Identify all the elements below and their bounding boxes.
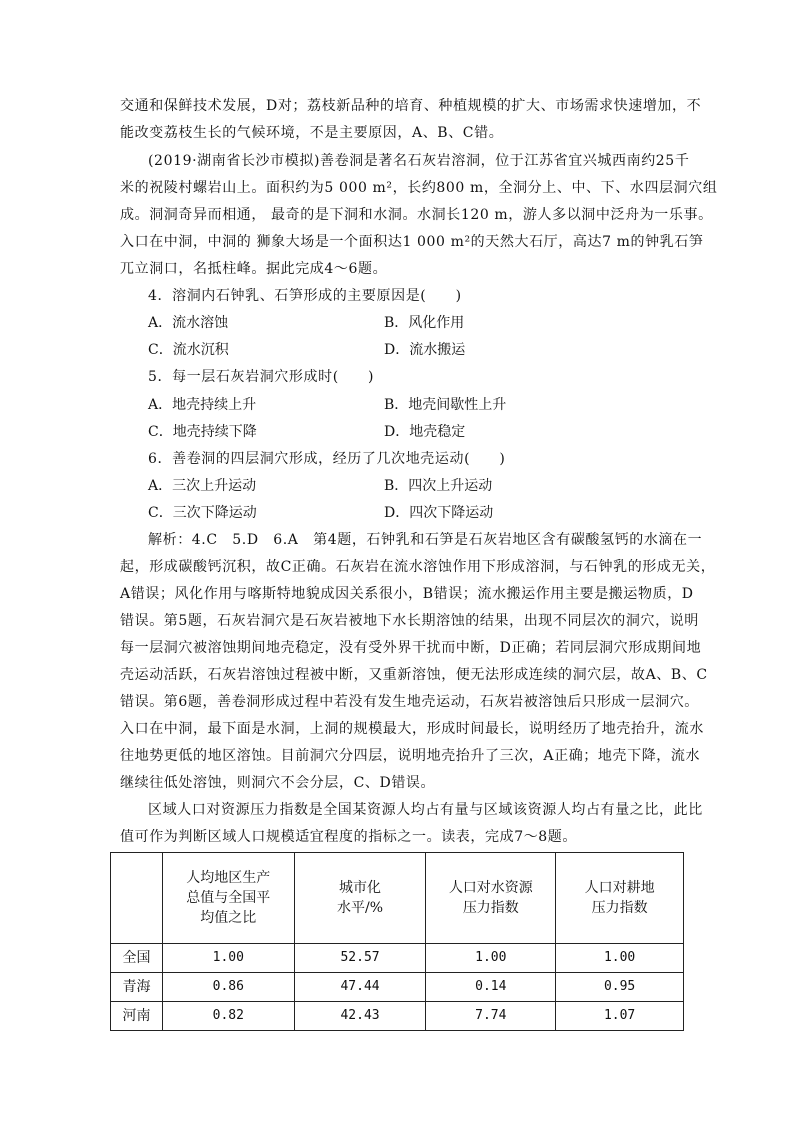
table-cell: 7.74 [426,1002,556,1031]
table-cell: 1.00 [556,944,684,973]
table-header-cell: 城市化 水平/% [294,853,426,944]
table-cell: 47.44 [294,973,426,1002]
table-cell: 42.43 [294,1002,426,1031]
analysis-line: 错误。第5题，石灰岩洞穴是石灰岩被地下水长期溶蚀的结果，出现不同层次的洞穴，说明 [120,613,699,629]
region-cell: 青海 [111,973,163,1002]
option-b: B．四次上升运动 [384,478,493,494]
paragraph-line: 区域人口对资源压力指数是全国某资源人均占有量与区域该资源人均占有量之比，此比 [148,802,703,818]
paragraph-line: 能改变荔枝生长的气候环境，不是主要原因，A、B、C错。 [120,125,504,141]
analysis-line: A错误；风化作用与喀斯特地貌成因关系很小，B错误；流水搬运作用主要是搬运物质，D [120,586,694,602]
paragraph-line: 入口在中洞，中洞的 狮象大场是一个面积达1 000 m²的天然大石厅，高达7 m的钟乳石笋 [120,234,704,250]
analysis-line: 每一层洞穴被溶蚀期间地壳稳定，没有受外界干扰而中断，D正确；若同层洞穴形成期间地 [120,640,702,656]
option-a: A．流水溶蚀 [148,315,229,331]
option-c: C．地壳持续下降 [148,424,257,440]
table-row [111,1002,684,1031]
question-stem: 4．溶洞内石钟乳、石笋形成的主要原因是( ) [148,288,462,304]
table-cell: 1.07 [556,1002,684,1031]
option-d: D．四次下降运动 [384,505,494,521]
option-c: C．流水沉积 [148,342,229,358]
region-cell: 河南 [111,1002,163,1031]
table-header-cell: 人口对水资源 压力指数 [426,853,556,944]
table-cell: 1.00 [426,944,556,973]
paragraph-line: 成。洞洞奇异而相通， 最奇的是下洞和水洞。水洞长120 m，游人多以洞中泛舟为一乐事。 [120,207,713,223]
table-row [111,944,684,973]
analysis-line: 错误。第6题，善卷洞形成过程中若没有发生地壳运动，石灰岩被溶蚀后只形成一层洞穴。 [120,694,699,710]
question-stem: 5．每一层石灰岩洞穴形成时( ) [148,369,375,385]
table-header-row [111,853,684,944]
paragraph-line: 米的祝陵村螺岩山上。面积约为5 000 m²，长约800 m，全洞分上、中、下、水四层洞穴组 [120,180,718,196]
table-corner-cell [111,853,163,944]
table-cell: 0.14 [426,973,556,1002]
table-cell: 0.86 [162,973,294,1002]
table-cell: 1.00 [162,944,294,973]
region-cell: 全国 [111,944,163,973]
analysis-line: 解析：4.C 5.D 6.A 第4题，石钟乳和石笋是石灰岩地区含有碳酸氢钙的水滴在一 [148,532,703,548]
option-d: D．流水搬运 [384,342,466,358]
paragraph-line: (2019·湖南省长沙市模拟)善卷洞是著名石灰岩溶洞，位于江苏省宜兴城西南约25千 [148,153,690,169]
paragraph-line: 交通和保鲜技术发展，D对；荔枝新品种的培育、种植规模的扩大、市场需求快速增加，不 [120,98,702,114]
option-c: C．三次下降运动 [148,505,257,521]
analysis-line: 入口在中洞，最下面是水洞，上洞的规模最大，形成时间最长，说明经历了地壳抬升，流水 [120,721,704,737]
option-a: A．地壳持续上升 [148,397,257,413]
analysis-line: 壳运动活跃，石灰岩溶蚀过程被中断，又重新溶蚀，便无法形成连续的洞穴层，故A、B、C [120,667,708,683]
analysis-line: 起，形成碳酸钙沉积，故C正确。石灰岩在流水溶蚀作用下形成溶洞，与石钟乳的形成无关， [120,559,716,575]
option-a: A．三次上升运动 [148,478,257,494]
option-b: B．地壳间歇性上升 [384,397,507,413]
table-row [111,973,684,1002]
table-cell: 0.82 [162,1002,294,1031]
analysis-line: 继续往低处溶蚀，则洞穴不会分层，C、D错误。 [120,775,436,791]
question-stem: 6．善卷洞的四层洞穴形成，经历了几次地壳运动( ) [148,451,506,467]
option-b: B．风化作用 [384,315,465,331]
paragraph-line: 兀立洞口，名抵柱峰。据此完成4～6题。 [120,261,388,277]
table-cell: 0.95 [556,973,684,1002]
table-header-cell: 人口对耕地 压力指数 [556,853,684,944]
table-cell: 52.57 [294,944,426,973]
analysis-line: 往地势更低的地区溶蚀。目前洞穴分四层，说明地壳抬升了三次，A正确；地壳下降，流水 [120,748,701,764]
option-d: D．地壳稳定 [384,424,466,440]
paragraph-line: 值可作为判断区域人口规模适宜程度的指标之一。读表，完成7～8题。 [120,829,578,845]
table-header-cell: 人均地区生产 总值与全国平 均值之比 [162,853,294,944]
data-table [110,852,684,1031]
